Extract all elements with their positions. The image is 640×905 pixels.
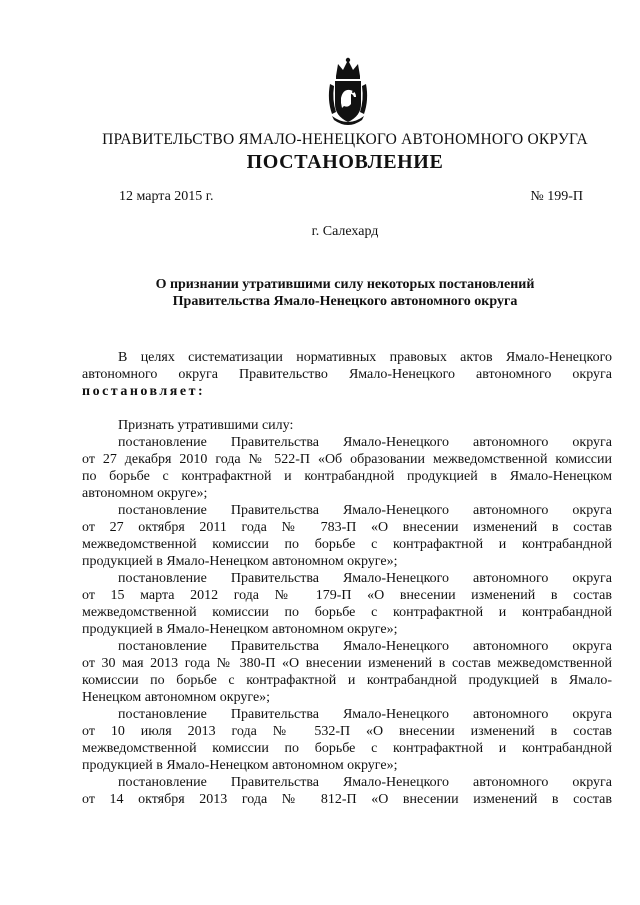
list-item-line: по борьбе с контрафактной и контрабандной продукцией в Ямало-Ненецком (82, 469, 612, 484)
list-item-line: от 15 марта 2012 года № 179-П «О внесении изменений в состав (82, 588, 612, 603)
list-item-line: автономном округе»; (82, 486, 208, 501)
list-item-line: от 27 октября 2011 года № 783-П «О внесении изменений в состав (82, 520, 612, 535)
list-item-line: постановление Правительства Ямало-Ненецкого автономного округа (118, 435, 612, 450)
preamble-line: автономного округа Правительство Ямало-Ненецкого автономного округа (82, 367, 612, 382)
list-item-line: Ненецком автономном округе»; (82, 690, 271, 705)
list-item-line: межведомственной комиссии по борьбе с контрафактной и контрабандной (82, 741, 612, 756)
decree-word: постановляет: (82, 384, 206, 399)
list-lead: Признать утратившими силу: (118, 418, 294, 433)
list-item-line: от 10 июля 2013 года № 532-П «О внесении изменений в состав (82, 724, 612, 739)
document-title-line: О признании утратившими силу некоторых постановлений (155, 277, 535, 292)
list-item-line: от 14 октября 2013 года № 812-П «О внесении изменений в состав (82, 792, 612, 807)
list-item-line: продукцией в Ямало-Ненецком автономном округе»; (82, 554, 398, 569)
list-item-line: постановление Правительства Ямало-Ненецкого автономного округа (118, 639, 612, 654)
list-item-line: постановление Правительства Ямало-Ненецкого автономного округа (118, 571, 612, 586)
document-date: 12 марта 2015 г. (119, 189, 214, 204)
list-item-line: от 30 мая 2013 года № 380-П «О внесении изменений в состав межведомственной (82, 656, 612, 671)
organization-heading: ПРАВИТЕЛЬСТВО ЯМАЛО-НЕНЕЦКОГО АВТОНОМНОГО ОКРУГА (102, 131, 588, 148)
list-item-line: комиссии по борьбе с контрафактной и контрабандной продукцией в Ямало- (82, 673, 612, 688)
list-item-line: от 27 декабря 2010 года № 522-П «Об образовании межведомственной комиссии (82, 452, 612, 467)
issue-city: г. Салехард (311, 224, 379, 239)
list-item-line: постановление Правительства Ямало-Ненецкого автономного округа (118, 775, 612, 790)
preamble-line: В целях систематизации нормативных правовых актов Ямало-Ненецкого (118, 350, 612, 365)
document-number: № 199-П (530, 189, 583, 204)
list-item-line: продукцией в Ямало-Ненецком автономном округе»; (82, 758, 398, 773)
list-item-line: межведомственной комиссии по борьбе с контрафактной и контрабандной (82, 605, 612, 620)
document-type-heading: ПОСТАНОВЛЕНИЕ (246, 151, 444, 173)
document-title-line: Правительства Ямало-Ненецкого автономного округа (172, 294, 518, 309)
list-item-line: постановление Правительства Ямало-Ненецкого автономного округа (118, 503, 612, 518)
list-item-line: постановление Правительства Ямало-Ненецкого автономного округа (118, 707, 612, 722)
list-item-line: межведомственной комиссии по борьбе с контрафактной и контрабандной (82, 537, 612, 552)
list-item-line: продукцией в Ямало-Ненецком автономном округе»; (82, 622, 398, 637)
coat-of-arms-emblem (326, 56, 370, 126)
